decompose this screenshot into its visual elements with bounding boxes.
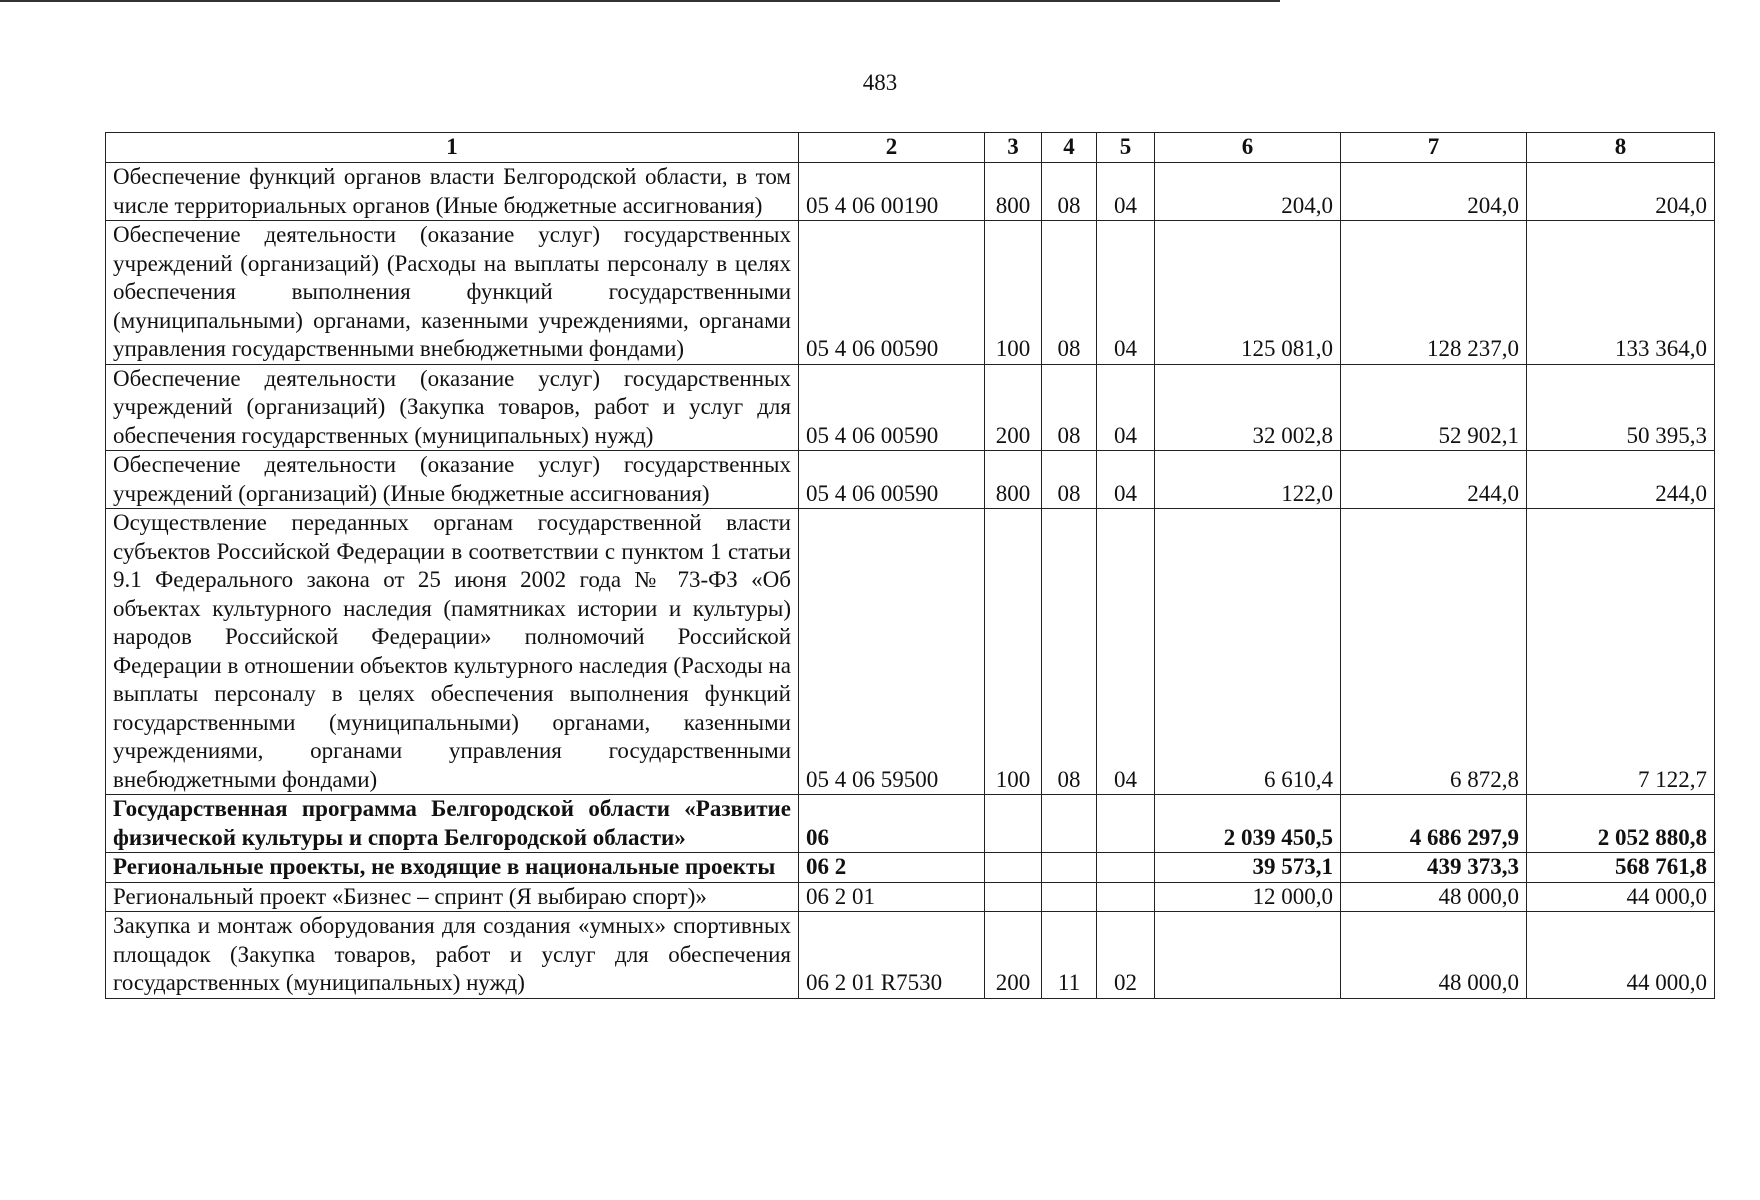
row-col3: 800 [985, 163, 1042, 221]
table-row [106, 364, 1715, 451]
row-name: Закупка и монтаж оборудования для создания «умных» спортивных площадок (Закупка товаров, работ и услуг для обеспечения государственных (муниципальных) нужд) [106, 912, 799, 999]
table-row [106, 509, 1715, 795]
row-col3: 200 [985, 912, 1042, 999]
header-col-8: 8 [1527, 133, 1715, 163]
row-value-7: 204,0 [1341, 163, 1527, 221]
row-col3 [985, 795, 1042, 853]
table-row-subprogram [106, 853, 1715, 883]
row-code: 05 4 06 00590 [799, 364, 985, 451]
header-col-6: 6 [1155, 133, 1341, 163]
table-row [106, 912, 1715, 999]
budget-table [105, 132, 1715, 999]
row-col3 [985, 853, 1042, 883]
row-col4: 11 [1042, 912, 1097, 999]
header-row [106, 133, 1715, 163]
row-value-7: 439 373,3 [1341, 853, 1527, 883]
header-col-7: 7 [1341, 133, 1527, 163]
row-col5 [1097, 853, 1155, 883]
row-col3 [985, 882, 1042, 912]
row-value-6: 122,0 [1155, 451, 1341, 509]
row-value-8: 133 364,0 [1527, 221, 1715, 365]
row-col5: 04 [1097, 221, 1155, 365]
row-value-6: 39 573,1 [1155, 853, 1341, 883]
row-col4 [1042, 853, 1097, 883]
row-col4: 08 [1042, 364, 1097, 451]
row-name: Обеспечение деятельности (оказание услуг) государственных учреждений (организаций) (Иные бюджетные ассигнования) [106, 451, 799, 509]
table-row [106, 163, 1715, 221]
row-name: Государственная программа Белгородской области «Развитие физической культуры и спорта Белгородской области» [106, 795, 799, 853]
row-col4: 08 [1042, 509, 1097, 795]
row-code: 06 2 [799, 853, 985, 883]
row-value-7: 48 000,0 [1341, 882, 1527, 912]
row-col5 [1097, 882, 1155, 912]
row-name: Обеспечение деятельности (оказание услуг) государственных учреждений (организаций) (Закупка товаров, работ и услуг для обеспечения государственных (муниципальных) нужд) [106, 364, 799, 451]
row-value-8: 2 052 880,8 [1527, 795, 1715, 853]
row-value-8: 568 761,8 [1527, 853, 1715, 883]
row-code: 05 4 06 00590 [799, 451, 985, 509]
row-value-8: 44 000,0 [1527, 882, 1715, 912]
row-value-8: 244,0 [1527, 451, 1715, 509]
page-number: 483 [862, 70, 898, 95]
row-value-7: 6 872,8 [1341, 509, 1527, 795]
table-row [106, 882, 1715, 912]
row-value-8: 44 000,0 [1527, 912, 1715, 999]
row-value-7: 4 686 297,9 [1341, 795, 1527, 853]
row-value-6: 204,0 [1155, 163, 1341, 221]
row-name: Осуществление переданных органам государственной власти субъектов Российской Федерации в соответствии с пунктом 1 статьи 9.1 Федерального закона от 25 июня 2002 года № 73-ФЗ «Об объектах культурного наследия (памятниках истории и культуры) народов Российской Федерации» полномочий Российской Федерации в отношении объектов культурного наследия (Расходы на выплаты персоналу в целях обеспечения выполнения функций государственными (муниципальными) органами, казенными учреждениями, органами управления государственными внебюджетными фондами) [106, 509, 799, 795]
row-value-6: 2 039 450,5 [1155, 795, 1341, 853]
row-col5: 02 [1097, 912, 1155, 999]
row-name: Региональные проекты, не входящие в национальные проекты [106, 853, 799, 883]
row-code: 06 [799, 795, 985, 853]
row-col4: 08 [1042, 163, 1097, 221]
row-col4 [1042, 795, 1097, 853]
row-value-6: 12 000,0 [1155, 882, 1341, 912]
row-col5: 04 [1097, 509, 1155, 795]
header-col-5: 5 [1097, 133, 1155, 163]
row-value-6: 6 610,4 [1155, 509, 1341, 795]
table-row-program [106, 795, 1715, 853]
row-value-6: 32 002,8 [1155, 364, 1341, 451]
row-name: Обеспечение функций органов власти Белгородской области, в том числе территориальных органов (Иные бюджетные ассигнования) [106, 163, 799, 221]
row-col5: 04 [1097, 163, 1155, 221]
table-row [106, 221, 1715, 365]
header-col-1: 1 [106, 133, 799, 163]
row-col5: 04 [1097, 451, 1155, 509]
row-code: 05 4 06 59500 [799, 509, 985, 795]
scan-top-rule [0, 0, 1280, 2]
row-value-6 [1155, 912, 1341, 999]
table-row [106, 451, 1715, 509]
header-col-3: 3 [985, 133, 1042, 163]
row-col4: 08 [1042, 221, 1097, 365]
row-col3: 200 [985, 364, 1042, 451]
row-value-7: 48 000,0 [1341, 912, 1527, 999]
row-value-6: 125 081,0 [1155, 221, 1341, 365]
row-name: Региональный проект «Бизнес – спринт (Я выбираю спорт)» [106, 882, 799, 912]
row-code: 05 4 06 00190 [799, 163, 985, 221]
row-code: 05 4 06 00590 [799, 221, 985, 365]
row-code: 06 2 01 R7530 [799, 912, 985, 999]
row-value-8: 7 122,7 [1527, 509, 1715, 795]
row-col3: 100 [985, 509, 1042, 795]
row-value-8: 204,0 [1527, 163, 1715, 221]
row-col5 [1097, 795, 1155, 853]
row-col3: 100 [985, 221, 1042, 365]
row-value-7: 244,0 [1341, 451, 1527, 509]
header-col-2: 2 [799, 133, 985, 163]
row-col4 [1042, 882, 1097, 912]
row-code: 06 2 01 [799, 882, 985, 912]
row-col5: 04 [1097, 364, 1155, 451]
row-col4: 08 [1042, 451, 1097, 509]
row-value-7: 128 237,0 [1341, 221, 1527, 365]
row-value-8: 50 395,3 [1527, 364, 1715, 451]
row-name: Обеспечение деятельности (оказание услуг) государственных учреждений (организаций) (Расходы на выплаты персоналу в целях обеспечения выполнения функций государственными (муниципальными) органами, казенными учреждениями, органами управления государственными внебюджетными фондами) [106, 221, 799, 365]
row-col3: 800 [985, 451, 1042, 509]
header-col-4: 4 [1042, 133, 1097, 163]
row-value-7: 52 902,1 [1341, 364, 1527, 451]
